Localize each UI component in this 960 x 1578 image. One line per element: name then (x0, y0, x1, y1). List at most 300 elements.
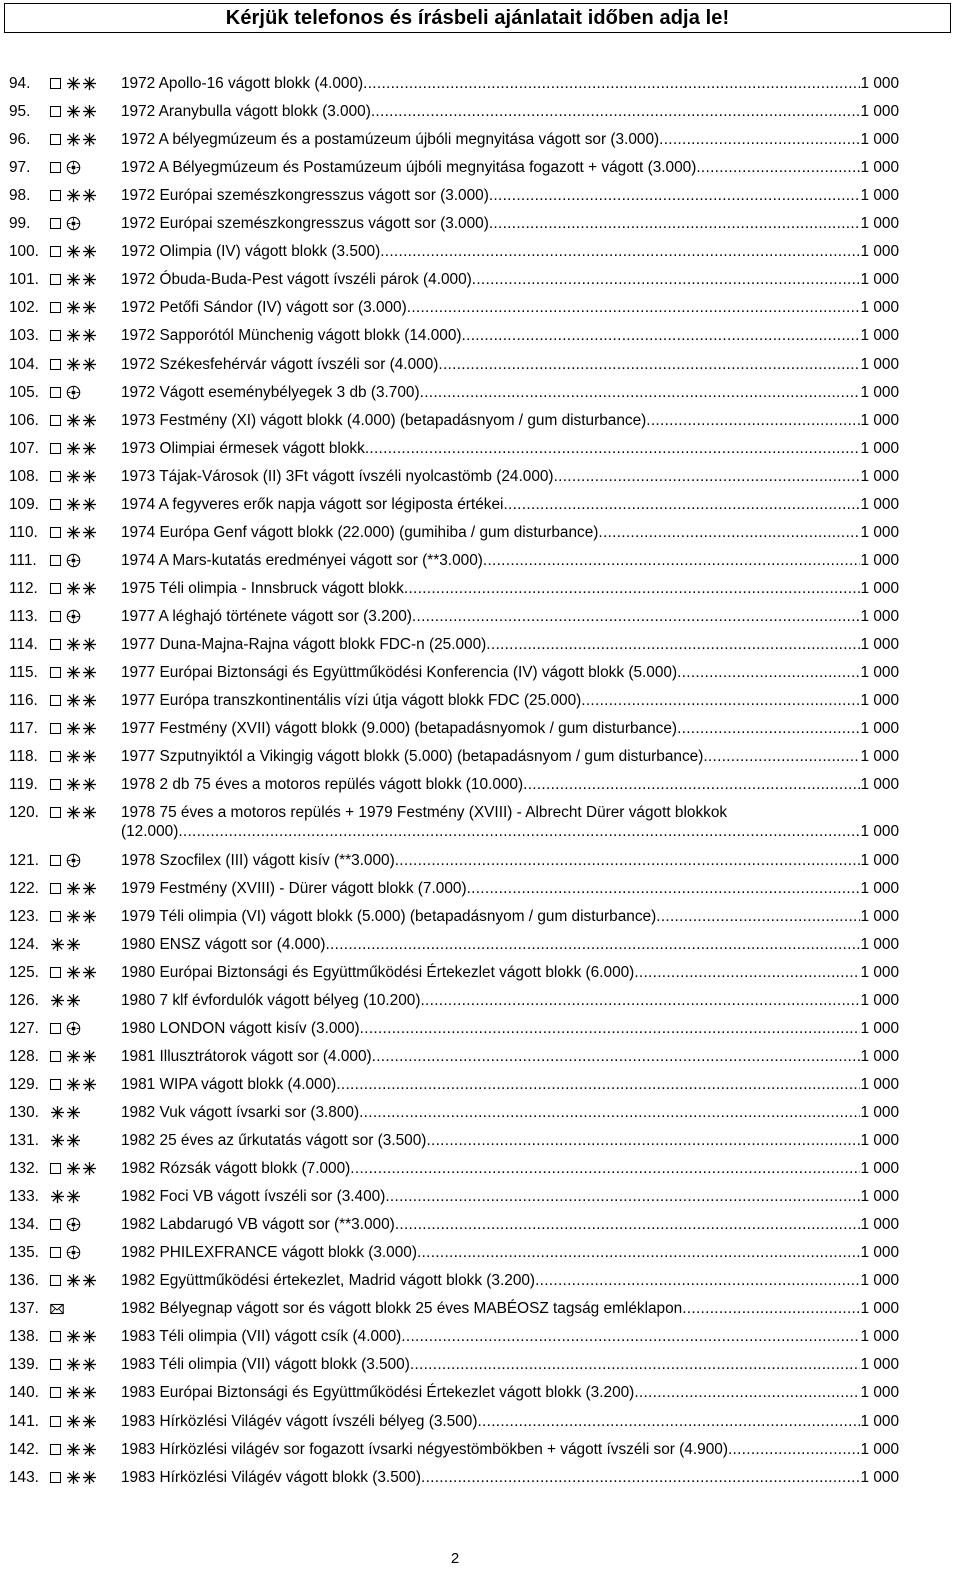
lot-icons (50, 804, 98, 821)
lot-description-row (121, 1468, 899, 1487)
mint-star-icon (66, 909, 81, 924)
lot-description: 1982 Bélyegnap vágott sor és vágott blokk 25 éves MABÉOSZ tagság emléklapon (121, 1300, 683, 1318)
lot-price: 1 000 (860, 1384, 899, 1402)
mint-star-icon (66, 328, 81, 343)
mint-star-icon (82, 1385, 97, 1400)
lot-number: 134. (9, 1216, 39, 1234)
dot-leader (656, 907, 860, 926)
checkbox-square-icon[interactable] (50, 359, 61, 370)
lot-price: 1 000 (860, 1047, 899, 1065)
checkbox-square-icon[interactable] (50, 1163, 61, 1174)
mint-star-icon (66, 1414, 81, 1429)
checkbox-square-icon[interactable] (50, 246, 61, 257)
lot-description: 1983 Európai Biztonsági és Együttműködési Értekezlet vágott blokk (3.200) (121, 1384, 635, 1402)
lot-icons (50, 880, 98, 897)
list-item (0, 495, 960, 523)
lot-description-row (121, 635, 899, 654)
dot-leader (682, 1299, 860, 1318)
dot-leader (598, 523, 860, 542)
lot-description-row (121, 1243, 899, 1262)
lot-icons (50, 243, 98, 260)
checkbox-square-icon[interactable] (50, 499, 61, 510)
lot-number: 112. (9, 579, 38, 597)
mint-star-icon (66, 104, 81, 119)
dot-leader (380, 242, 860, 261)
lot-description-row (121, 822, 899, 841)
lot-icons (50, 356, 98, 373)
lot-description-row (121, 1019, 899, 1038)
dot-leader (372, 1047, 861, 1066)
list-item (0, 186, 960, 214)
cancelled-circle-icon (66, 160, 81, 175)
lot-description-row (121, 1159, 899, 1178)
mint-star-icon (66, 1133, 81, 1148)
dot-leader (395, 851, 861, 870)
list-item (0, 803, 960, 849)
mint-star-icon (82, 188, 97, 203)
lot-description-row (121, 467, 899, 486)
lot-price: 1 000 (860, 243, 899, 261)
lot-description-row (121, 1187, 899, 1206)
lot-price: 1 000 (860, 991, 899, 1009)
checkbox-square-icon[interactable] (50, 106, 61, 117)
checkbox-square-icon[interactable] (50, 1051, 61, 1062)
mint-star-icon (82, 1161, 97, 1176)
mint-star-icon (66, 413, 81, 428)
lot-description-row (121, 130, 899, 149)
lot-price: 1 000 (860, 159, 899, 177)
dot-leader (421, 1468, 860, 1487)
checkbox-square-icon[interactable] (50, 667, 61, 678)
lot-price: 1 000 (860, 327, 899, 345)
lot-icons (50, 412, 98, 429)
mint-star-icon (82, 881, 97, 896)
list-item (0, 298, 960, 326)
lot-description-row (121, 439, 899, 458)
lot-description-row (121, 607, 899, 626)
lot-number: 122. (9, 879, 39, 897)
dot-leader (385, 1187, 860, 1206)
list-item (0, 1215, 960, 1243)
checkbox-square-icon[interactable] (50, 555, 61, 566)
checkbox-square-icon[interactable] (50, 415, 61, 426)
lot-number: 126. (9, 991, 39, 1009)
lot-description-row (121, 102, 899, 121)
lot-description-row (121, 1299, 899, 1318)
lot-number: 97. (9, 159, 31, 177)
lot-description: 1982 Foci VB vágott ívszéli sor (3.400) (121, 1188, 386, 1206)
lot-icons (50, 720, 98, 737)
lot-icons (50, 103, 98, 120)
mint-star-icon (66, 132, 81, 147)
lot-description: (12.000) (121, 823, 179, 841)
lot-number: 140. (9, 1384, 39, 1402)
lot-icons (50, 1048, 98, 1065)
checkbox-square-icon[interactable] (50, 274, 61, 285)
dot-leader (535, 1271, 860, 1290)
dot-leader (503, 495, 860, 514)
checkbox-square-icon[interactable] (50, 302, 61, 313)
lot-description: 1979 Téli olimpia (VI) vágott blokk (5.000) (betapadásnyom / gum disturbance) (121, 907, 657, 925)
lot-number: 121. (9, 851, 39, 869)
lot-description: 1972 Európai szemészkongresszus vágott sor (3.000) (121, 187, 489, 205)
list-item (0, 635, 960, 663)
lot-price: 1 000 (860, 692, 899, 710)
lot-description: 1972 Apollo-16 vágott blokk (4.000) (121, 75, 364, 92)
lot-icons (50, 580, 98, 597)
lot-icons (50, 908, 98, 925)
dot-leader (483, 551, 861, 570)
checkbox-square-icon[interactable] (50, 1387, 61, 1398)
lot-icons (50, 496, 98, 513)
checkbox-square-icon[interactable] (50, 751, 61, 762)
lot-description-row (121, 1355, 899, 1374)
mint-star-icon (82, 1077, 97, 1092)
dot-leader (420, 383, 861, 402)
lot-icons (50, 936, 82, 953)
checkbox-square-icon[interactable] (50, 1247, 61, 1258)
lot-price: 1 000 (860, 1103, 899, 1121)
lot-description: 1975 Téli olimpia - Innsbruck vágott blokk (121, 579, 404, 597)
dot-leader (420, 991, 860, 1010)
checkbox-square-icon[interactable] (50, 190, 61, 201)
mint-star-icon (82, 328, 97, 343)
checkbox-square-icon[interactable] (50, 78, 61, 89)
lot-number: 111. (9, 551, 37, 569)
lot-description-row (121, 298, 899, 317)
lot-description: 1977 A léghajó története vágott sor (3.200) (121, 607, 412, 625)
lot-number: 132. (9, 1160, 39, 1178)
lot-description-row (121, 242, 899, 261)
lot-description: 1983 Hírközlési Világév vágott blokk (3.500) (121, 1468, 421, 1486)
checkbox-square-icon[interactable] (50, 639, 61, 650)
lot-description-row (121, 1383, 899, 1402)
mint-star-icon (82, 497, 97, 512)
lot-description-row (121, 355, 899, 374)
mint-star-icon (82, 1414, 97, 1429)
lot-description: 1972 Székesfehérvár vágott ívszéli sor (4.000) (121, 355, 439, 373)
list-item (0, 1047, 960, 1075)
mint-star-icon (66, 1385, 81, 1400)
mint-star-icon (66, 881, 81, 896)
checkbox-square-icon[interactable] (50, 967, 61, 978)
lot-description-row (121, 1327, 899, 1346)
lot-description: 1983 Hírközlési Világév vágott ívszéli bélyeg (3.500) (121, 1412, 478, 1430)
dot-leader (489, 186, 861, 205)
checkbox-square-icon[interactable] (50, 807, 61, 818)
lot-price: 1 000 (860, 131, 899, 149)
list-item (0, 158, 960, 186)
checkbox-square-icon[interactable] (50, 1275, 61, 1286)
mint-star-icon (66, 357, 81, 372)
lot-number: 139. (9, 1356, 39, 1374)
dot-leader (371, 102, 861, 121)
mint-star-icon (82, 749, 97, 764)
lot-icons (50, 159, 81, 176)
checkbox-square-icon[interactable] (50, 883, 61, 894)
dot-leader (412, 607, 861, 626)
lot-description-row (121, 214, 899, 233)
lot-description-line1: 1978 75 éves a motoros repülés + 1979 Festmény (XVIII) - Albrecht Dürer vágott blokkok (121, 804, 728, 822)
lot-description-row (121, 383, 899, 402)
cancelled-circle-icon (66, 553, 81, 568)
dot-leader (363, 74, 860, 93)
dot-leader (365, 439, 861, 458)
lot-icons (50, 384, 81, 401)
lot-icons (50, 75, 98, 92)
checkbox-square-icon[interactable] (50, 611, 61, 622)
mint-star-icon (66, 965, 81, 980)
mint-star-icon (66, 1189, 81, 1204)
cancelled-circle-icon (66, 609, 81, 624)
checkbox-square-icon[interactable] (50, 1472, 61, 1483)
dot-leader (404, 579, 861, 598)
list-item (0, 551, 960, 579)
mint-star-icon (66, 525, 81, 540)
lot-price: 1 000 (860, 1160, 899, 1178)
dot-leader (659, 130, 860, 149)
lot-description-row (121, 495, 899, 514)
list-item (0, 991, 960, 1019)
lot-number: 118. (9, 748, 38, 766)
checkbox-square-icon[interactable] (50, 471, 61, 482)
list-item (0, 719, 960, 747)
list-item (0, 242, 960, 270)
mint-star-icon (66, 993, 81, 1008)
lot-description-row (121, 663, 899, 682)
mint-star-icon (82, 357, 97, 372)
lot-number: 96. (9, 131, 31, 149)
list-item (0, 775, 960, 803)
lot-number: 108. (9, 467, 39, 485)
cancelled-circle-icon (66, 385, 81, 400)
mint-star-icon (66, 1105, 81, 1120)
lot-number: 138. (9, 1328, 39, 1346)
mint-star-icon (82, 469, 97, 484)
lot-description-row (121, 991, 899, 1010)
mint-star-icon (82, 1329, 97, 1344)
list-item (0, 607, 960, 635)
lot-description-row (121, 1440, 899, 1459)
lot-number: 117. (9, 720, 38, 738)
lot-description-row (121, 1131, 899, 1150)
lot-price: 1 000 (860, 636, 899, 653)
lot-price: 1 000 (860, 383, 899, 401)
list-item (0, 355, 960, 383)
checkbox-square-icon[interactable] (50, 387, 61, 398)
lot-price: 1 000 (860, 720, 899, 738)
lot-description-row (121, 1047, 899, 1066)
checkbox-square-icon[interactable] (50, 1359, 61, 1370)
checkbox-square-icon[interactable] (50, 134, 61, 145)
lot-price: 1 000 (860, 1019, 899, 1037)
list-item (0, 102, 960, 130)
mint-star-icon (66, 188, 81, 203)
mint-star-icon (82, 441, 97, 456)
list-item (0, 270, 960, 298)
checkbox-square-icon[interactable] (50, 527, 61, 538)
lot-price: 1 000 (860, 579, 899, 597)
lot-description-row (121, 523, 899, 542)
mint-star-icon (82, 693, 97, 708)
dot-leader (489, 214, 861, 233)
lot-price: 1 000 (860, 215, 899, 233)
lot-icons (50, 187, 98, 204)
lot-number: 124. (9, 935, 39, 953)
lot-description: 1982 Együttműködési értekezlet, Madrid vágott blokk (3.200) (121, 1272, 536, 1290)
mint-star-icon (82, 104, 97, 119)
mint-star-icon (66, 497, 81, 512)
lot-number: 110. (9, 523, 38, 541)
lot-icons (50, 524, 98, 541)
dot-leader (696, 158, 860, 177)
lot-icons (50, 1441, 98, 1458)
page-number: 2 (450, 1550, 460, 1567)
mint-star-icon (66, 693, 81, 708)
checkbox-square-icon[interactable] (50, 443, 61, 454)
list-item (0, 851, 960, 879)
checkbox-square-icon[interactable] (50, 1444, 61, 1455)
lot-price: 1 000 (860, 607, 899, 625)
checkbox-square-icon[interactable] (50, 1416, 61, 1427)
dot-leader (646, 411, 860, 430)
checkbox-square-icon[interactable] (50, 779, 61, 790)
lot-number: 128. (9, 1047, 39, 1065)
mint-star-icon (66, 749, 81, 764)
mint-star-icon (66, 1470, 81, 1485)
lot-icons (50, 1104, 82, 1121)
checkbox-square-icon[interactable] (50, 162, 61, 173)
lot-number: 120. (9, 804, 39, 822)
list-item (0, 523, 960, 551)
checkbox-square-icon[interactable] (50, 330, 61, 341)
mint-star-icon (66, 665, 81, 680)
dot-leader (677, 719, 860, 738)
lot-price: 1 000 (860, 187, 899, 205)
lot-icons (50, 636, 98, 653)
lot-description: 1974 Európa Genf vágott blokk (22.000) (gumihiba / gum disturbance) (121, 523, 599, 541)
checkbox-square-icon[interactable] (50, 911, 61, 922)
lot-description: 1977 Európai Biztonsági és Együttműködési Konferencia (IV) vágott blokk (5.000) (121, 664, 678, 682)
mint-star-icon (82, 1273, 97, 1288)
lot-price: 1 000 (860, 467, 899, 485)
lot-description: 1983 Téli olimpia (VII) vágott csík (4.000) (121, 1328, 402, 1346)
lot-number: 125. (9, 963, 39, 981)
lot-number: 98. (9, 187, 31, 205)
lot-number: 100. (9, 243, 39, 261)
lot-icons (50, 1132, 82, 1149)
lot-description: 1972 Sapporótól Münchenig vágott blokk (14.000) (121, 327, 462, 345)
mint-star-icon (82, 244, 97, 259)
lot-icons (50, 992, 82, 1009)
list-item (0, 1243, 960, 1271)
lot-number: 130. (9, 1103, 39, 1121)
lot-icons (50, 852, 81, 869)
lot-icons (50, 1076, 98, 1093)
dot-leader (728, 1440, 861, 1459)
lot-price: 1 000 (860, 411, 899, 429)
lot-description-row (121, 186, 899, 205)
lot-price: 1 000 (860, 439, 899, 457)
mint-star-icon (82, 777, 97, 792)
lot-number: 105. (9, 383, 39, 401)
lot-icons (50, 608, 81, 625)
lot-description: 1978 Szocfilex (III) vágott kisív (**3.000) (121, 851, 395, 869)
cancelled-circle-icon (66, 1021, 81, 1036)
checkbox-square-icon[interactable] (50, 1331, 61, 1342)
lot-price: 1 000 (860, 823, 899, 841)
lot-price: 1 000 (860, 1440, 899, 1458)
dot-leader (634, 963, 860, 982)
lot-description-row (121, 579, 899, 598)
list-item (0, 1440, 960, 1468)
list-item (0, 1412, 960, 1440)
dot-leader (554, 467, 861, 486)
lot-number: 114. (9, 636, 38, 653)
lot-number: 109. (9, 495, 39, 513)
lot-description-row (121, 1075, 899, 1094)
list-item (0, 214, 960, 242)
mint-star-icon (66, 1049, 81, 1064)
lot-description: 1982 Rózsák vágott blokk (7.000) (121, 1160, 351, 1178)
list-item (0, 579, 960, 607)
dot-leader (360, 1019, 861, 1038)
checkbox-square-icon[interactable] (50, 218, 61, 229)
lot-price: 1 000 (860, 776, 899, 794)
lot-price: 1 000 (860, 551, 899, 569)
lot-icons (50, 468, 98, 485)
list-item (0, 1327, 960, 1355)
checkbox-square-icon[interactable] (50, 855, 61, 866)
lot-icons (50, 1384, 98, 1401)
lot-icons (50, 1356, 98, 1373)
lot-description: 1977 Duna-Majna-Rajna vágott blokk FDC-n (25.000) (121, 636, 487, 653)
lot-icons (50, 1272, 98, 1289)
lot-number: 107. (9, 439, 39, 457)
lot-description: 1981 Illusztrátorok vágott sor (4.000) (121, 1047, 372, 1065)
list-item (0, 1299, 960, 1327)
lot-icons (50, 327, 98, 344)
checkbox-square-icon[interactable] (50, 695, 61, 706)
list-item (0, 326, 960, 354)
checkbox-square-icon[interactable] (50, 1079, 61, 1090)
lot-price: 1 000 (860, 1412, 899, 1430)
lot-description-row (121, 1271, 899, 1290)
checkbox-square-icon[interactable] (50, 1023, 61, 1034)
lot-number: 95. (9, 103, 31, 121)
lot-icons (50, 215, 81, 232)
mint-star-icon (50, 1105, 65, 1120)
lot-number: 113. (9, 607, 38, 625)
checkbox-square-icon[interactable] (50, 583, 61, 594)
lot-description: 1972 Vágott eseménybélyegek 3 db (3.700) (121, 383, 420, 401)
lot-icons (50, 664, 98, 681)
list-item (0, 1271, 960, 1299)
lot-description-row (121, 907, 899, 926)
lot-icons (50, 440, 98, 457)
dot-leader (325, 935, 860, 954)
lot-price: 1 000 (860, 1244, 899, 1262)
lot-description-row (121, 851, 899, 870)
lot-description: 1973 Tájak-Városok (II) 3Ft vágott ívszéli nyolcastömb (24.000) (121, 467, 554, 485)
dot-leader (486, 635, 860, 654)
lot-price: 1 000 (860, 935, 899, 953)
lot-description: 1977 Festmény (XVII) vágott blokk (9.000) (betapadásnyomok / gum disturbance) (121, 720, 678, 738)
lot-price: 1 000 (860, 1075, 899, 1093)
checkbox-square-icon[interactable] (50, 1219, 61, 1230)
checkbox-square-icon[interactable] (50, 723, 61, 734)
lot-description-row (121, 935, 899, 954)
